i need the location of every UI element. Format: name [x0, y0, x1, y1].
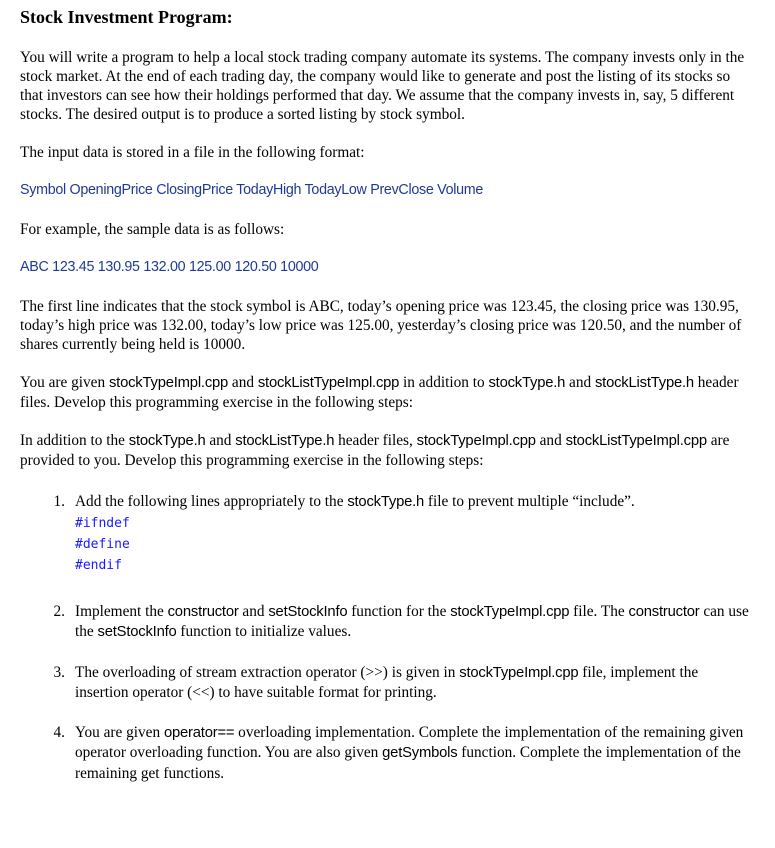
step-number: 4.	[53, 723, 65, 741]
filename-stocklisttypeimpl: stockListTypeImpl.cpp	[565, 433, 707, 449]
filename-stocklisttype-h: stockListType.h	[235, 433, 335, 449]
step-number: 2.	[53, 602, 65, 620]
code-line-ifndef: #ifndef	[75, 515, 130, 531]
filename-stocktype-h: stockType.h	[128, 433, 206, 449]
step-text-part: You are given	[75, 723, 164, 741]
filename-stocklisttypeimpl: stockListTypeImpl.cpp	[257, 375, 400, 391]
given-text: You are given	[20, 374, 109, 391]
step-text	[75, 663, 755, 703]
code-term-getsymbols: getSymbols	[382, 745, 458, 761]
step-text-part: can use the	[75, 602, 749, 640]
step-text-part: function to initialize values.	[176, 623, 352, 640]
explanation-paragraph: The first line indicates that the stock symbol is ABC, today’s opening price was 123.45, the closing price was 130.95, today’s high price was 132.00, today’s low price was 125.00, yesterday’s closing price was 120.50, and the number of shares currently being held is 10000.	[20, 298, 742, 353]
step-item	[20, 602, 755, 643]
filename-stocktypeimpl: stockTypeImpl.cpp	[459, 664, 579, 681]
filename-stocktypeimpl: stockTypeImpl.cpp	[450, 603, 570, 620]
addition-text: and	[535, 432, 566, 449]
step-text-part: file to prevent multiple “include”.	[424, 493, 635, 510]
format-intro: The input data is stored in a file in the following format:	[20, 144, 365, 161]
given-text: header files. Develop this programming exercise in the following steps:	[20, 374, 739, 411]
step-text-part: The overloading of stream extraction operator (>>) is given in	[75, 663, 460, 681]
step-item	[20, 723, 755, 784]
code-term-constructor: constructor	[167, 603, 239, 620]
addition-text: header files,	[334, 432, 417, 449]
example-line: ABC 123.45 130.95 132.00 125.00 120.50 10000	[20, 259, 319, 275]
step-item	[20, 492, 755, 576]
example-intro: For example, the sample data is as follows:	[20, 221, 285, 238]
step-text-part: function. Complete the implementation of the remaining get functions.	[75, 744, 741, 782]
intro-paragraph: You will write a program to help a local stock trading company automate its systems. The company invests only in the stock market. At the end of each trading day, the company would like to generate and post the listing of its stocks so that investors can see how their holdings performed that day. We assume that the company invests in, say, 5 different stocks. The desired output is to produce a sorted listing by stock symbol.	[20, 49, 745, 123]
given-text: and	[228, 374, 258, 391]
filename-stocklisttype-h: stockListType.h	[594, 375, 694, 391]
given-text: and	[565, 374, 595, 391]
given-text: in addition to	[399, 374, 489, 391]
addition-text: and	[205, 432, 236, 449]
format-line: Symbol OpeningPrice ClosingPrice TodayHigh TodayLow PrevClose Volume	[20, 182, 484, 198]
addition-paragraph	[20, 431, 755, 470]
filename-stocktype-h: stockType.h	[347, 494, 425, 510]
step-text-part: Add the following lines appropriately to the	[75, 493, 348, 510]
step-number: 1.	[53, 493, 65, 510]
filename-stocktype-h: stockType.h	[488, 375, 566, 391]
step-number: 3.	[53, 663, 65, 681]
step-text	[75, 602, 755, 643]
step-text	[75, 492, 755, 576]
steps-list	[20, 492, 755, 783]
step-text-part: file, implement the insertion operator (<<) to have suitable format for printing.	[75, 663, 699, 701]
code-line-endif: #endif	[75, 557, 122, 573]
code-term-setstockinfo: setStockInfo	[268, 603, 348, 620]
code-line-define: #define	[75, 536, 130, 552]
addition-text: are provided to you. Develop this programming exercise in the following steps:	[20, 432, 730, 469]
step-text-part: file. The	[569, 602, 629, 620]
step-item	[20, 663, 755, 703]
given-paragraph	[20, 373, 755, 412]
step-text-part: function for the	[347, 602, 451, 620]
step-text-part: Implement the	[75, 602, 168, 620]
filename-stocktypeimpl: stockTypeImpl.cpp	[416, 433, 536, 449]
code-block	[75, 513, 755, 576]
code-term-operator-eq: operator==	[163, 724, 235, 741]
code-term-setstockinfo: setStockInfo	[97, 624, 177, 640]
code-term-constructor: constructor	[628, 603, 700, 620]
step-text-part: overloading implementation. Complete the implementation of the remaining given operator overloading function. You are also given	[75, 723, 744, 761]
filename-stocktypeimpl: stockTypeImpl.cpp	[108, 375, 229, 391]
step-text	[75, 723, 755, 784]
document-title: Stock Investment Program:	[20, 7, 233, 27]
addition-text: In addition to the	[20, 432, 129, 449]
step-text-part: and	[238, 602, 269, 620]
